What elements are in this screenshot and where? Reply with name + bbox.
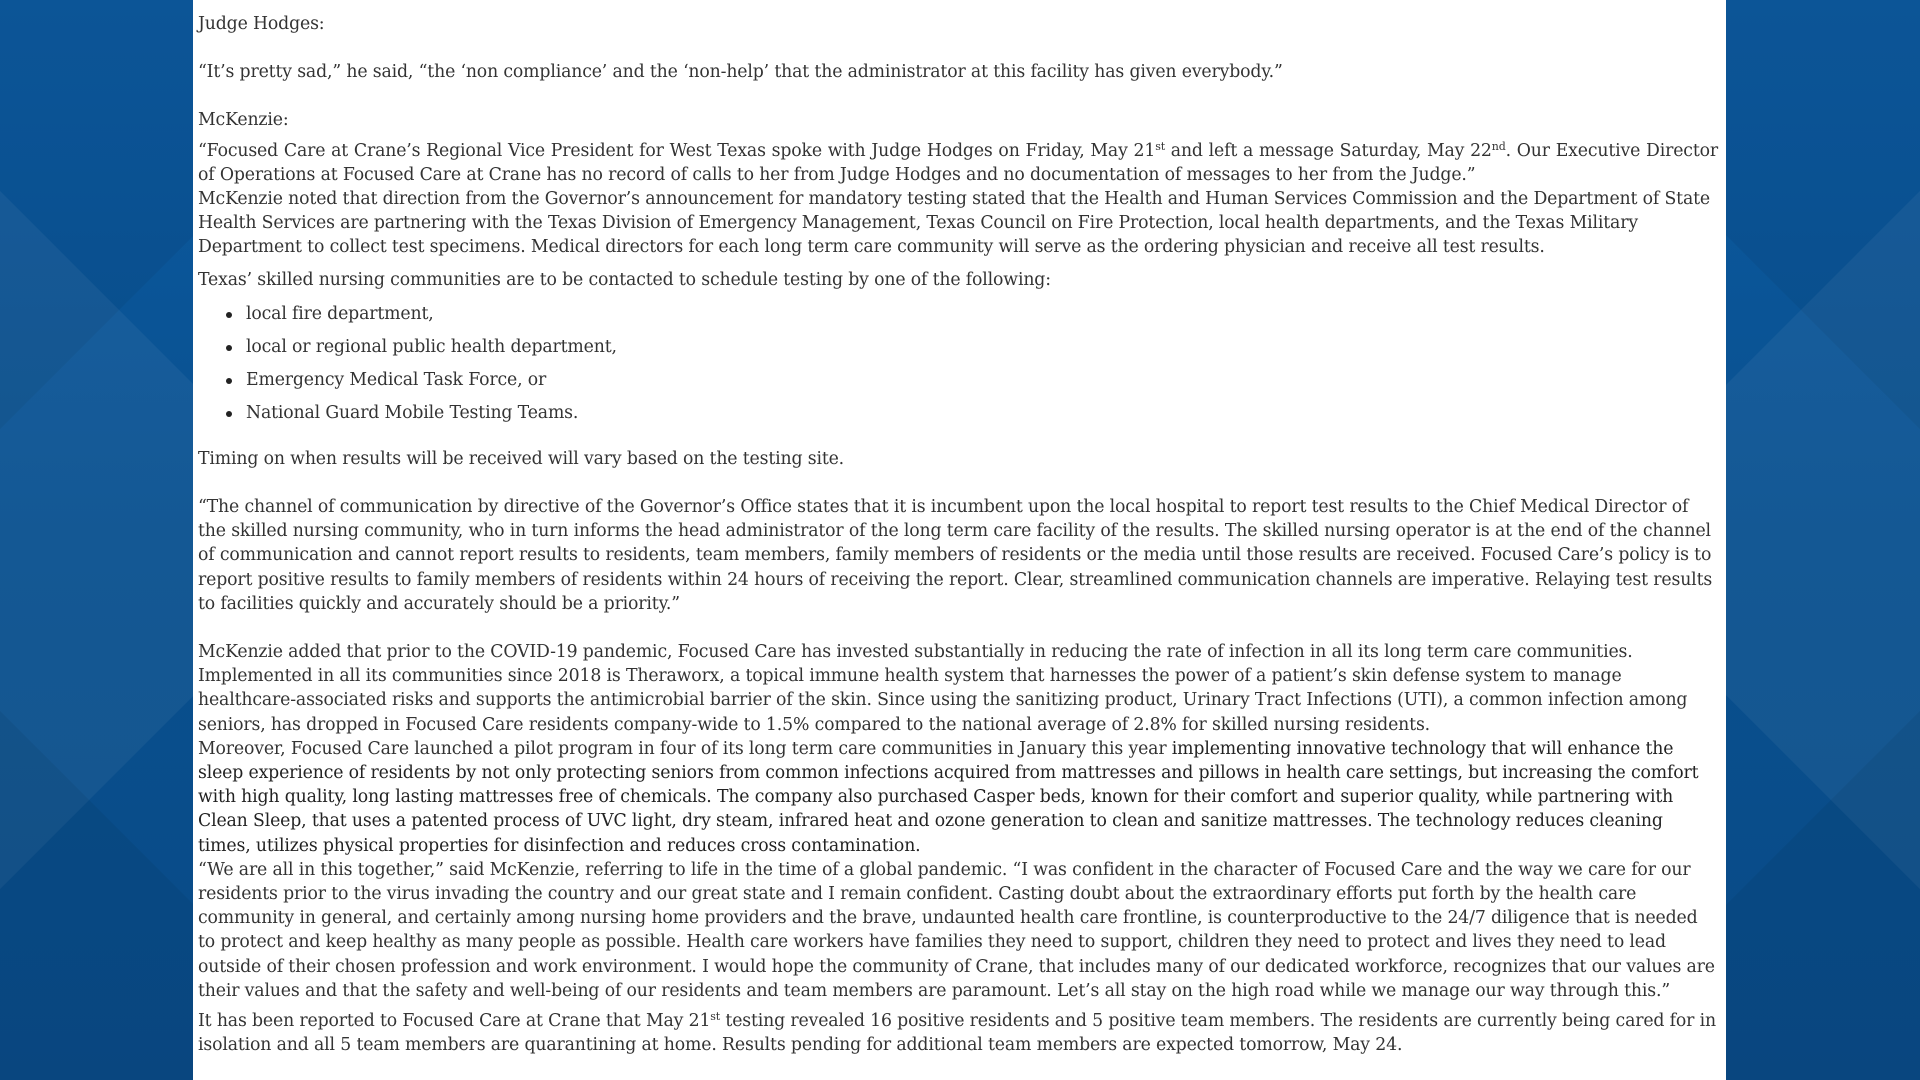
document-page <box>193 0 1726 1080</box>
speaker-label-mckenzie: McKenzie: <box>198 110 289 131</box>
speaker-label-judge: Judge Hodges: <box>198 14 325 34</box>
list-item: local fire department, <box>246 302 1718 326</box>
testing-contacts-intro: Texas’ skilled nursing communities are to be contacted to schedule testing by one of the following: <box>198 269 1051 290</box>
pilot-program-paragraph: Moreover, Focused Care launched a pilot program in four of its long term care communities in January this year implementing innovative technology that will enhance the sleep experience of residents by not only protecting seniors from common infections acquired from mattresses and pillows in health care settings, but increasing the comfort with high quality, long lasting mattresses free of chemicals. The company also purchased Casper beds, known for their comfort and superior quality, while partnering with Clean Sleep, that uses a patented process of UVC light, dry steam, infrared heat and ozone generation to clean and sanitize mattresses. The technology reduces cleaning times, utilizes physical properties for disinfection and reduces cross contamination. <box>198 738 1699 856</box>
testing-direction-paragraph: McKenzie noted that direction from the Governor’s announcement for mandatory testing stated that the Health and Human Services Commission and the Department of State Health Services are partnering with the Texas Division of Emergency Management, Texas Council on Fire Protection, local health departments, and the Texas Military Department to collect test specimens. Medical directors for each long term care community will serve as the ordering physician and receive all test results. <box>198 189 1710 258</box>
list-item: local or regional public health department, <box>246 335 1718 359</box>
mckenzie-statement: “Focused Care at Crane’s Regional Vice President for West Texas spoke with Judge Hodges on Friday, May 21st and left a message Saturday, May 22nd. Our Executive Director of Operations at Focused Care at Crane has no record of calls to her from Judge Hodges and no documentation of messages to her from the Judge.” <box>198 139 1718 185</box>
timing-paragraph: Timing on when results will be received will vary based on the testing site. <box>198 448 845 469</box>
list-item: National Guard Mobile Testing Teams. <box>246 401 1718 425</box>
testing-contacts-list <box>198 302 1718 425</box>
list-item: Emergency Medical Task Force, or <box>246 368 1718 392</box>
infection-reduction-paragraph: McKenzie added that prior to the COVID-19 pandemic, Focused Care has invested substantially in reducing the rate of infection in all its long term care communities. Implemented in all its communities since 2018 is Theraworx, a topical immune health system that harnesses the power of a patient’s skin defense system to manage healthcare-associated risks and supports the antimicrobial barrier of the skin. Since using the sanitizing product, Urinary Tract Infections (UTI), a common infection among seniors, has dropped in Focused Care residents company-wide to 1.5% compared to the national average of 2.8% for skilled nursing residents. <box>198 642 1688 735</box>
judge-quote: “It’s pretty sad,” he said, “the ‘non compliance’ and the ‘non-help’ that the administrator at this facility has given everybody.” <box>198 62 1283 83</box>
test-results-paragraph: It has been reported to Focused Care at Crane that May 21st testing revealed 16 positive residents and 5 positive team members. The residents are currently being cared for in isolation and all 5 team members are quarantining at home. Results pending for additional team members are expected tomorrow, May 24. <box>198 1010 1716 1056</box>
mckenzie-closing-quote: “We are all in this together,” said McKenzie, referring to life in the time of a global pandemic. “I was confident in the character of Focused Care and the way we care for our residents prior to the virus invading the country and our great state and I remain confident. Casting doubt about the extraordinary efforts put forth by the health care community in general, and certainly among nursing home providers and the brave, undaunted health care frontline, is counterproductive to the 24/7 diligence that is needed to protect and keep healthy as many people as possible. Health care workers have families they need to support, children they need to protect and lives they need to lead outside of their chosen profession and work environment. I would hope the community of Crane, that includes many of our dedicated workforce, recognizes that our values are their values and that the safety and well-being of our residents and team members are paramount. Let’s all stay on the high road while we manage our way through this.” <box>198 859 1715 1001</box>
communication-channel-quote: “The channel of communication by directive of the Governor’s Office states that it is incumbent upon the local hospital to report test results to the Chief Medical Director of the skilled nursing community, who in turn informs the head administrator of the long term care facility of the results. The skilled nursing operator is at the end of the channel of communication and cannot report results to residents, team members, family members of residents or the media until those results are received. Focused Care’s policy is to report positive results to family members of residents within 24 hours of receiving the report. Clear, streamlined communication channels are imperative. Relaying test results to facilities quickly and accurately should be a priority.” <box>198 497 1713 614</box>
